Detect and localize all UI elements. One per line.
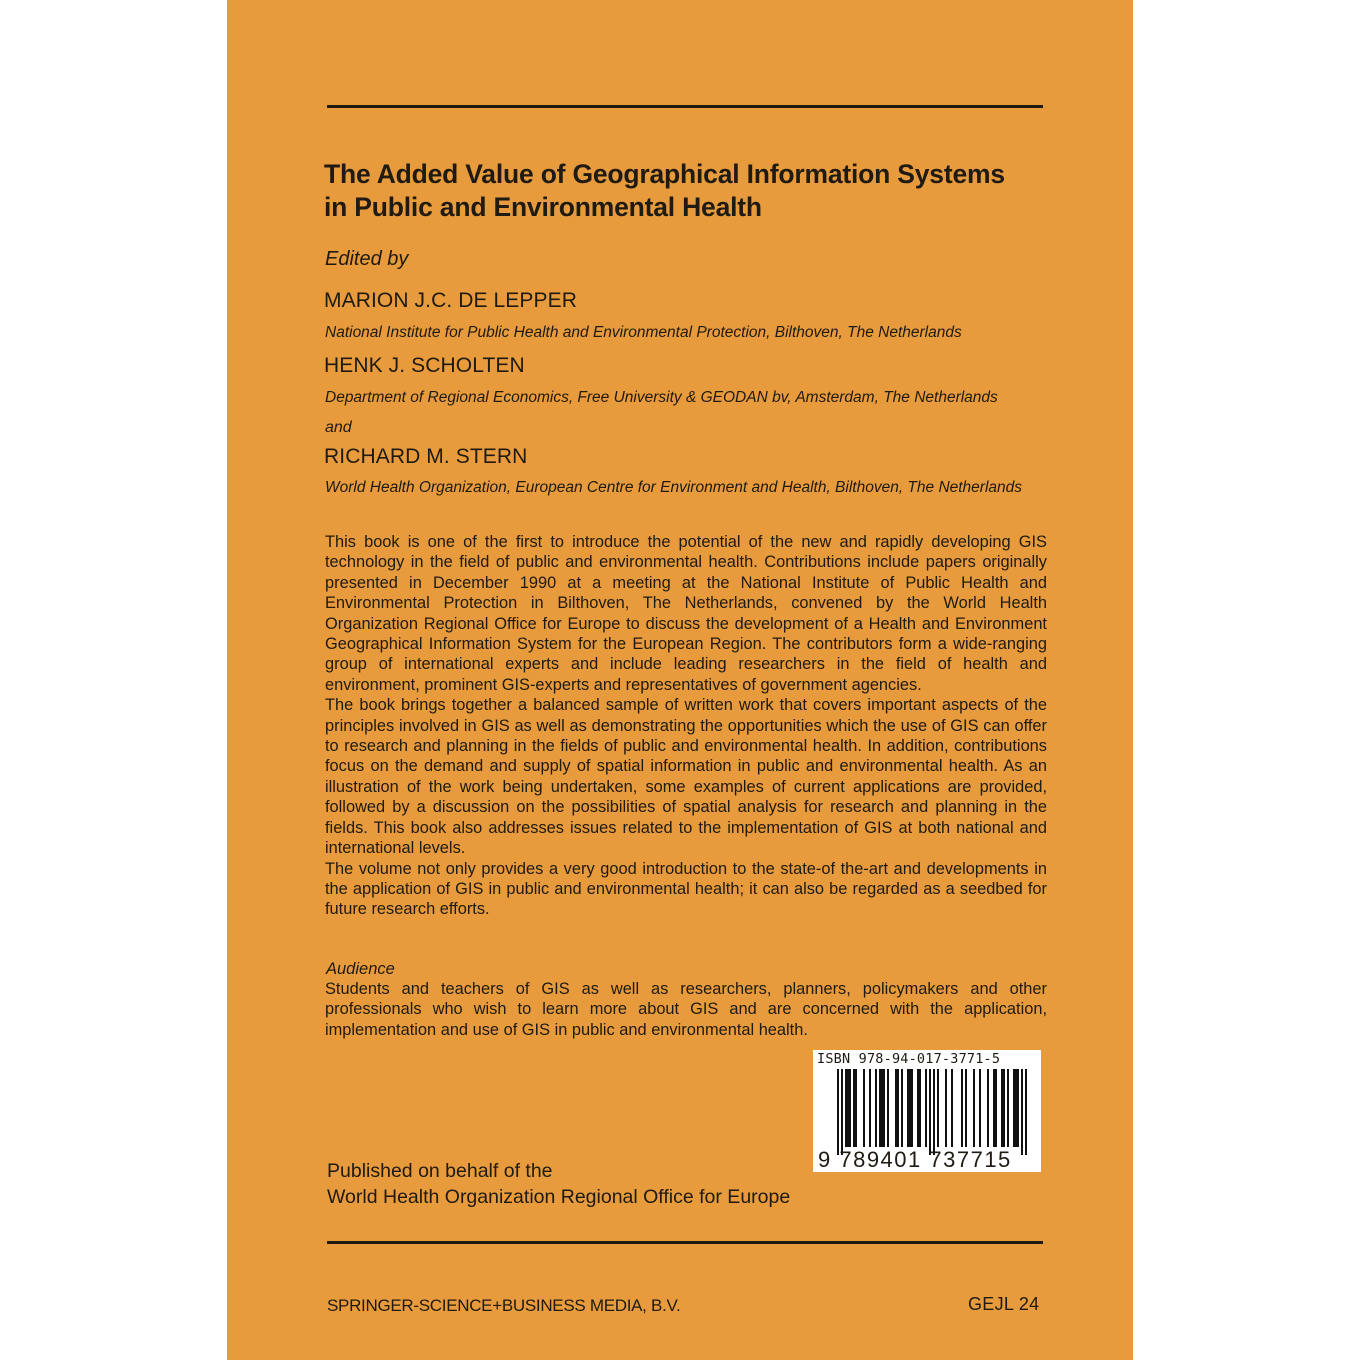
publisher-name: SPRINGER-SCIENCE+BUSINESS MEDIA, B.V. <box>327 1296 681 1315</box>
barcode-bar <box>1021 1069 1023 1155</box>
description-paragraph-1: This book is one of the first to introduce the potential of the new and rapidly developing GIS technology in the field of public and environmental health. Contributions include papers originally presented in December 1990 at a meeting at the National Institute of Public Health and Environmental Protection in Bilthoven, The Netherlands, convened by the World Health Organization Regional Office for Europe to discuss the development of a Health and Environment Geographical Information System for the European Region. The contributors form a wide-ranging group of international experts and include leading researchers in the field of health and environment, prominent GIS-experts and representatives of government agencies. <box>325 533 1047 694</box>
barcode-bar <box>993 1069 995 1147</box>
barcode-bar <box>1013 1069 1015 1147</box>
series-code: GEJL 24 <box>968 1294 1040 1314</box>
barcode-bar <box>895 1069 897 1147</box>
barcode-bar <box>929 1069 931 1155</box>
barcode-bar <box>841 1069 843 1155</box>
editor-name-3: RICHARD M. STERN <box>324 445 528 468</box>
barcode-bar <box>907 1069 909 1147</box>
barcode-bar <box>1007 1069 1009 1147</box>
bottom-rule <box>327 1241 1043 1244</box>
barcode-bar <box>917 1069 919 1147</box>
edited-by-label: Edited by <box>325 248 409 270</box>
audience-heading: Audience <box>326 960 395 978</box>
audience-text: Students and teachers of GIS as well as researchers, planners, policymakers and other professionals who wish to learn more about GIS and are concerned with the application, implementation and use of GIS in public and environmental health. <box>325 980 1047 1039</box>
barcode-bar <box>925 1069 927 1147</box>
and-conjunction: and <box>325 419 352 436</box>
barcode-bar <box>973 1069 975 1147</box>
barcode-bar <box>853 1069 855 1147</box>
published-line-1: Published on behalf of the <box>327 1160 553 1182</box>
barcode-bar <box>847 1069 849 1147</box>
barcode-bar <box>897 1069 899 1147</box>
editor-name-1: MARION J.C. DE LEPPER <box>324 289 577 312</box>
barcode-bar <box>883 1069 885 1147</box>
barcode-bar <box>911 1069 913 1147</box>
barcode-bar <box>919 1069 921 1147</box>
barcode-bar <box>995 1069 997 1147</box>
barcode-bar <box>901 1069 903 1147</box>
barcode-bar <box>961 1069 963 1147</box>
book-title-line-2: in Public and Environmental Health <box>324 192 762 222</box>
ean-digits: 9 789401 737715 <box>818 1147 1012 1172</box>
barcode-bar <box>979 1069 981 1147</box>
barcode-bar <box>845 1069 847 1147</box>
barcode-bar <box>879 1069 881 1147</box>
barcode-bar <box>933 1069 935 1155</box>
published-line-2: World Health Organization Regional Office for Europe <box>327 1186 791 1208</box>
isbn-barcode <box>813 1050 1041 1172</box>
editor-affiliation-2: Department of Regional Economics, Free University & GEODAN bv, Amsterdam, The Netherlands <box>325 389 998 406</box>
book-title-line-1: The Added Value of Geographical Information Systems <box>324 159 1005 189</box>
barcode-bar <box>881 1069 883 1147</box>
description-paragraph-2: The book brings together a balanced sample of written work that covers important aspects of the principles involved in GIS as well as demonstrating the opportunities which the use of GIS can offer to research and planning in the fields of public and environmental health. In addition, contributions focus on the demand and supply of spatial information in public and environmental health. As an illustration of the work being undertaken, some examples of current applications are provided, followed by a discussion on the possibilities of spatial analysis for research and planning in the fields. This book also addresses issues related to the implementation of GIS at both national and international levels. <box>325 696 1047 858</box>
barcode-bar <box>869 1069 871 1147</box>
editor-affiliation-1: National Institute for Public Health and Environmental Protection, Bilthoven, The Netherlands <box>325 324 962 341</box>
isbn-label: ISBN 978-94-017-3771-5 <box>817 1051 1001 1067</box>
barcode-bar <box>1017 1069 1019 1147</box>
published-on-behalf <box>327 1158 790 1210</box>
barcode-bar <box>1025 1069 1027 1155</box>
barcode-bar <box>937 1069 939 1147</box>
barcode-bar <box>875 1069 877 1147</box>
barcode-bar <box>909 1069 911 1147</box>
barcode-bar <box>863 1069 865 1147</box>
description-paragraph-3: The volume not only provides a very good introduction to the state-of the-art and developments in the application of GIS in public and environmental health; it can also be regarded as a seedbed for future research efforts. <box>325 859 1047 919</box>
top-rule <box>327 105 1043 108</box>
editor-name-2: HENK J. SCHOLTEN <box>324 354 525 377</box>
barcode-bar <box>965 1069 967 1147</box>
barcode-bar <box>987 1069 989 1147</box>
barcode-bar <box>887 1069 889 1147</box>
barcode-bar <box>951 1069 953 1147</box>
barcode-bar <box>1001 1069 1003 1147</box>
barcode-bar <box>1003 1069 1005 1147</box>
barcode-bar <box>837 1069 839 1155</box>
barcode-bar <box>849 1069 851 1147</box>
barcode-bar <box>855 1069 857 1147</box>
book-description <box>325 532 1047 920</box>
barcode-bar <box>1015 1069 1017 1147</box>
book-title <box>324 158 1084 224</box>
editor-affiliation-3: World Health Organization, European Centre for Environment and Health, Bilthoven, The Netherlands <box>325 479 1023 496</box>
barcode-bar <box>945 1069 947 1147</box>
